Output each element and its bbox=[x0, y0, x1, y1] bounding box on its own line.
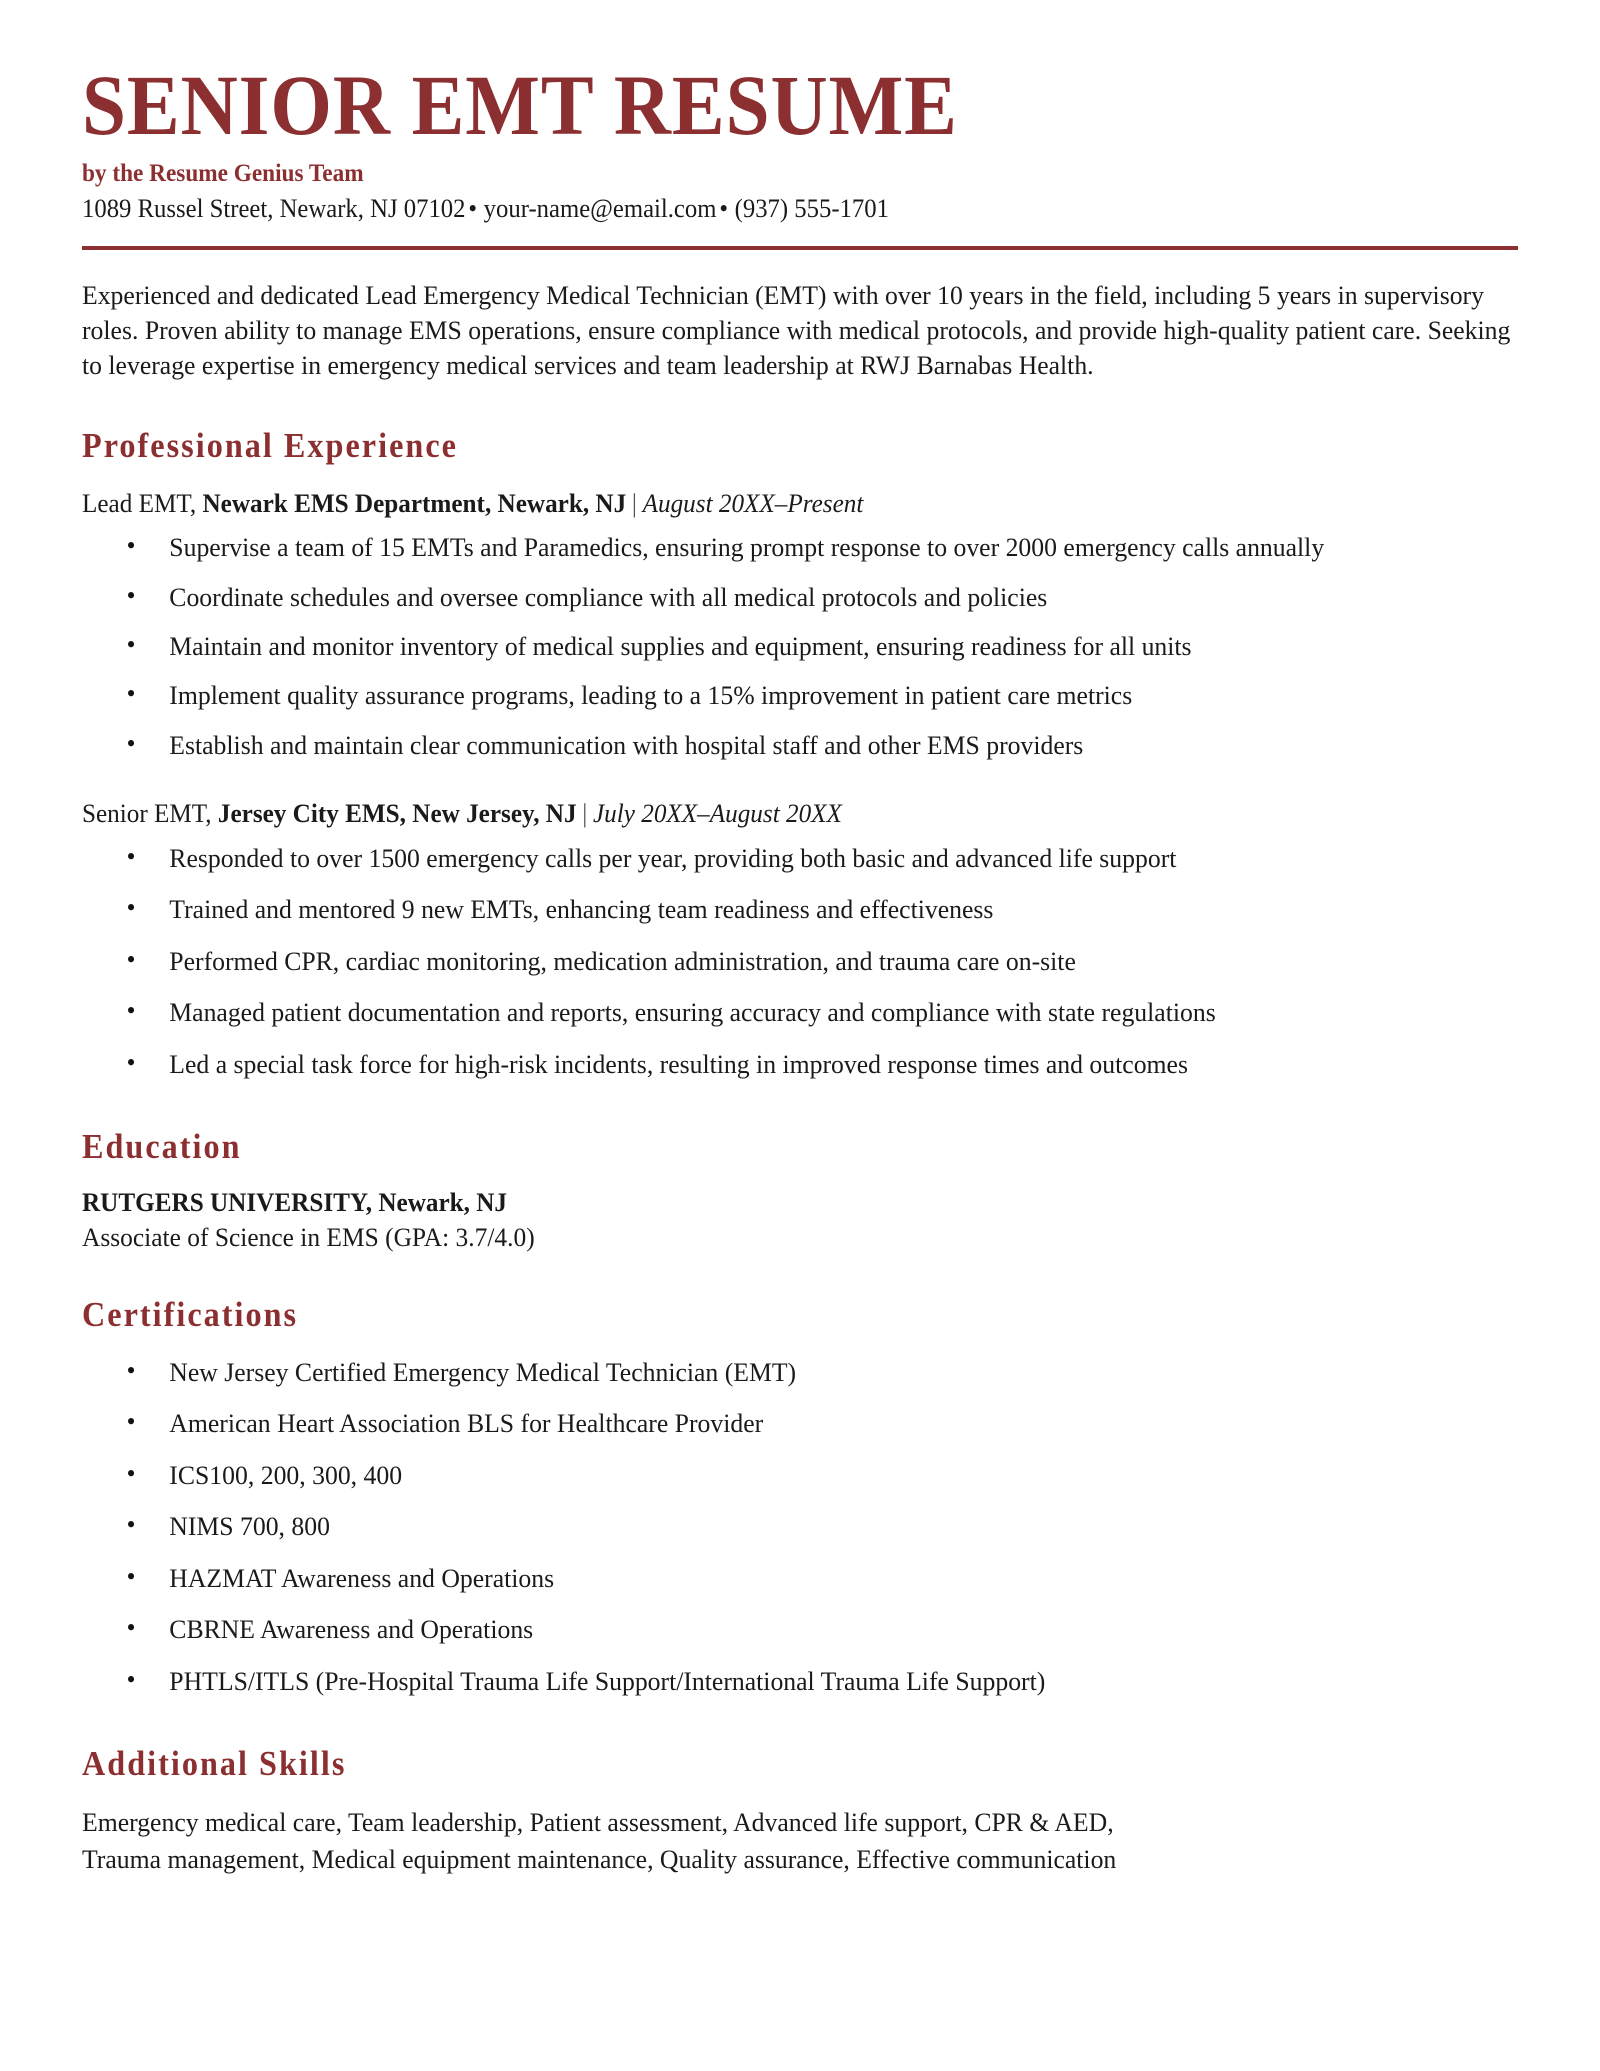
list-item: • HAZMAT Awareness and Operations bbox=[82, 1561, 1489, 1595]
list-item: • Establish and maintain clear communication with hospital staff and other EMS providers bbox=[82, 728, 1489, 762]
list-item: • Trained and mentored 9 new EMTs, enhancing team readiness and effectiveness bbox=[82, 892, 1489, 926]
list-item: • Led a special task force for high-risk incidents, resulting in improved response times and outcomes bbox=[82, 1047, 1489, 1081]
header-divider bbox=[82, 246, 1518, 250]
section-certifications bbox=[82, 1295, 1518, 1698]
section-heading-certifications: Certifications bbox=[82, 1294, 299, 1334]
contact-address: 1089 Russel Street, Newark, NJ 07102 bbox=[82, 194, 466, 223]
list-item: • American Heart Association BLS for Healthcare Provider bbox=[82, 1406, 1489, 1440]
list-item: • Implement quality assurance programs, leading to a 15% improvement in patient care metrics bbox=[82, 678, 1489, 712]
job-company: Newark EMS Department, Newark, NJ bbox=[202, 487, 627, 518]
section-additional-skills bbox=[82, 1744, 1518, 1877]
professional-summary: Experienced and dedicated Lead Emergency Medical Technician (EMT) with over 10 years in the field, including 5 years in supervisory roles. Proven ability to manage EMS operations, ensure compliance with medical protocols, and provide high-quality patient care. Seeking to leverage expertise in emergency medical services and team leadership at RWJ Barnabas Health. bbox=[82, 280, 1511, 381]
experience-entry bbox=[82, 486, 1518, 763]
section-heading-experience: Professional Experience bbox=[82, 425, 458, 465]
list-item: • Managed patient documentation and reports, ensuring accuracy and compliance with state regulations bbox=[82, 995, 1489, 1029]
education-degree: Associate of Science in EMS (GPA: 3.7/4.0) bbox=[82, 1221, 535, 1252]
education-school: RUTGERS UNIVERSITY, Newark, NJ bbox=[82, 1186, 508, 1217]
certifications-list bbox=[82, 1355, 1518, 1698]
list-item: • New Jersey Certified Emergency Medical Technician (EMT) bbox=[82, 1355, 1489, 1389]
bullet-separator-icon: • bbox=[468, 194, 478, 223]
job-company: Jersey City EMS, New Jersey, NJ bbox=[217, 798, 577, 829]
section-heading-skills: Additional Skills bbox=[82, 1744, 347, 1784]
job-separator: | bbox=[631, 487, 637, 518]
experience-entry bbox=[82, 796, 1518, 1081]
job-dates: August 20XX–Present bbox=[642, 487, 864, 518]
list-item: • Maintain and monitor inventory of medical supplies and equipment, ensuring readiness for all units bbox=[82, 629, 1489, 663]
list-item: • Coordinate schedules and oversee compliance with all medical protocols and policies bbox=[82, 580, 1489, 614]
bullet-separator-icon: • bbox=[719, 194, 728, 223]
resume-header bbox=[82, 57, 1518, 250]
section-professional-experience bbox=[82, 426, 1518, 1081]
list-item: • Responded to over 1500 emergency calls per year, providing both basic and advanced life support bbox=[82, 841, 1489, 875]
job-bullet-list bbox=[82, 841, 1518, 1081]
section-education bbox=[82, 1127, 1518, 1253]
list-item: • Supervise a team of 15 EMTs and Paramedics, ensuring prompt response to over 2000 emergency calls annually bbox=[82, 530, 1489, 564]
list-item: • Performed CPR, cardiac monitoring, medication administration, and trauma care on-site bbox=[82, 944, 1489, 978]
job-separator: | bbox=[582, 798, 588, 829]
skills-line-2: Trauma management, Medical equipment maintenance, Quality assurance, Effective communication bbox=[82, 1843, 1117, 1874]
skills-line-1: Emergency medical care, Team leadership, Patient assessment, Advanced life support, CPR & AED, bbox=[82, 1807, 1114, 1838]
contact-phone[interactable]: (937) 555-1701 bbox=[734, 194, 889, 223]
job-header-line bbox=[82, 796, 1446, 830]
job-bullet-list bbox=[82, 530, 1518, 762]
list-item: • ICS100, 200, 300, 400 bbox=[82, 1458, 1489, 1492]
contact-line bbox=[82, 194, 1446, 224]
list-item: • NIMS 700, 800 bbox=[82, 1509, 1489, 1543]
page-title: SENIOR EMT RESUME bbox=[82, 57, 958, 153]
byline: by the Resume Genius Team bbox=[82, 160, 364, 187]
list-item: • PHTLS/ITLS (Pre-Hospital Trauma Life Support/International Trauma Life Support) bbox=[82, 1664, 1489, 1698]
job-role: Lead EMT, bbox=[82, 487, 197, 518]
contact-email[interactable]: your-name@email.com bbox=[483, 194, 717, 223]
job-dates: July 20XX–August 20XX bbox=[593, 798, 842, 829]
section-heading-education: Education bbox=[82, 1126, 242, 1166]
list-item: • CBRNE Awareness and Operations bbox=[82, 1612, 1489, 1646]
job-header-line bbox=[82, 486, 1446, 520]
job-role: Senior EMT, bbox=[82, 798, 212, 829]
